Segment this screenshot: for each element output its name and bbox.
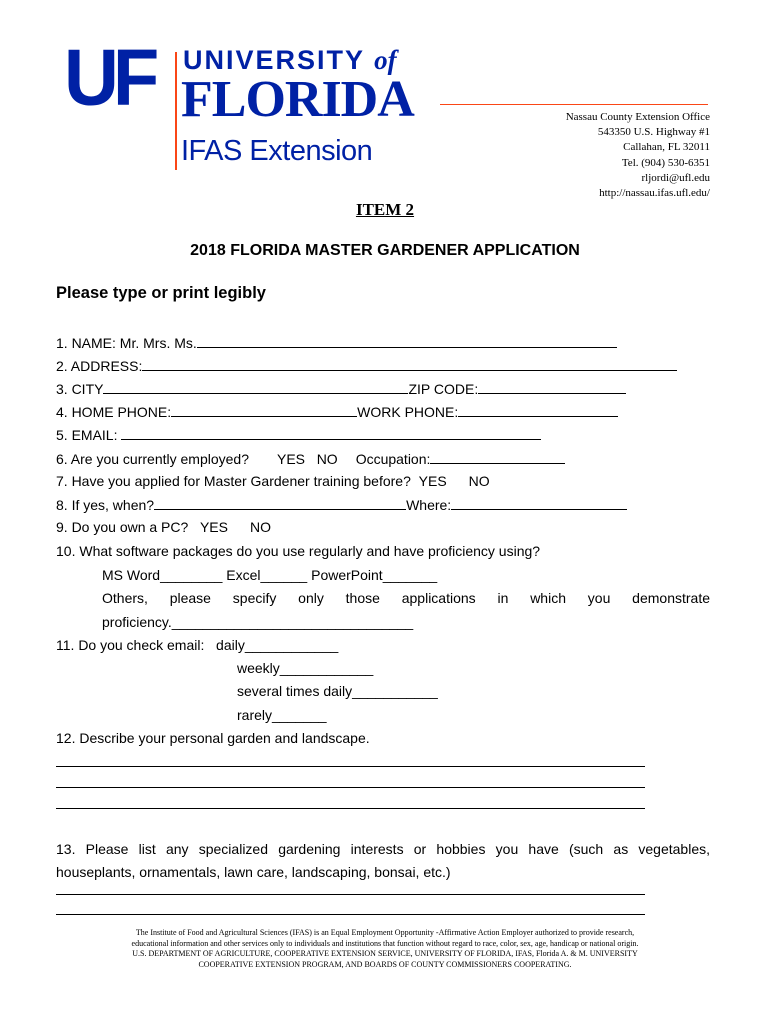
- q11-label: 11. Do you check email:: [56, 637, 205, 653]
- where-field[interactable]: [451, 495, 627, 510]
- q6-occupation-label: Occupation:: [355, 451, 431, 467]
- uf-logo-mark: UF: [64, 32, 154, 123]
- q7-yes[interactable]: YES: [418, 473, 447, 489]
- q6-yes[interactable]: YES: [277, 451, 306, 467]
- q4-home-label: 4. HOME PHONE:: [56, 404, 172, 420]
- office-name: Nassau County Extension Office: [565, 111, 710, 123]
- q9-no[interactable]: NO: [249, 519, 271, 535]
- logo-university-text: [183, 47, 397, 74]
- work-phone-field[interactable]: [458, 402, 618, 417]
- q9-yes[interactable]: YES: [199, 519, 228, 535]
- question-8: [56, 495, 627, 514]
- question-4: [56, 402, 618, 421]
- interests-answer-line-1[interactable]: [56, 894, 645, 895]
- office-email[interactable]: rljordi@ufl.edu: [641, 171, 710, 184]
- q10-software-line[interactable]: MS Word________ Excel______ PowerPoint_______: [102, 567, 438, 583]
- question-10: 10. What software packages do you use regularly and have proficiency using?: [56, 543, 541, 559]
- office-address-block: [566, 110, 710, 201]
- email-field[interactable]: [121, 425, 541, 440]
- q4-work-label: WORK PHONE:: [357, 404, 459, 420]
- garden-answer-line-3[interactable]: [56, 808, 645, 809]
- zip-field[interactable]: [478, 379, 626, 394]
- garden-answer-line-1[interactable]: [56, 766, 645, 767]
- footer-disclaimer: [90, 928, 680, 970]
- logo-university-word: UNIVERSITY: [183, 45, 365, 75]
- garden-answer-line-2[interactable]: [56, 787, 645, 788]
- office-city: Callahan, FL 32011: [623, 141, 710, 154]
- header-orange-rule: [440, 104, 708, 105]
- interests-answer-line-2[interactable]: [56, 914, 645, 915]
- q8-where-label: Where:: [406, 497, 452, 513]
- footer-line-1: The Institute of Food and Agricultural Sciences (IFAS) is an Equal Employment Opportunity -Affirmative Action Employer authorized to provide research,: [135, 928, 635, 937]
- logo-florida-text: FLORIDA: [181, 71, 414, 128]
- q5-label: 5. EMAIL:: [56, 427, 118, 443]
- q9-label: 9. Do you own a PC?: [56, 519, 189, 535]
- office-street: 543350 U.S. Highway #1: [597, 126, 710, 139]
- office-tel: Tel. (904) 530-6351: [621, 156, 710, 169]
- logo-ifas-text: IFAS Extension: [181, 135, 373, 167]
- q11-several[interactable]: several times daily___________: [237, 683, 438, 699]
- q11-rarely[interactable]: rarely_______: [237, 707, 327, 723]
- footer-line-2: educational information and other services only to individuals and institutions that function without regard to race, color, sex, age, handicap or national origin.: [131, 938, 639, 948]
- question-12: 12. Describe your personal garden and landscape.: [56, 730, 370, 746]
- q11-daily[interactable]: daily____________: [216, 637, 339, 653]
- city-field[interactable]: [103, 379, 408, 394]
- q1-label: 1. NAME: Mr. Mrs. Ms.: [56, 335, 197, 351]
- q10-proficiency-line[interactable]: proficiency._______________________________: [102, 614, 414, 630]
- logo-divider: [175, 52, 177, 170]
- question-6: [56, 449, 565, 468]
- item-heading: ITEM 2: [355, 200, 415, 219]
- question-3: [56, 379, 626, 398]
- home-phone-field[interactable]: [171, 402, 357, 417]
- office-web[interactable]: http://nassau.ifas.ufl.edu/: [599, 187, 710, 200]
- logo-of-word: of: [374, 45, 397, 75]
- q3-zip-label: ZIP CODE:: [408, 381, 479, 397]
- page-subtitle: Please type or print legibly: [56, 284, 266, 302]
- question-2: [56, 356, 677, 375]
- q6-label: 6. Are you currently employed?: [56, 451, 249, 467]
- page-title: 2018 FLORIDA MASTER GARDENER APPLICATION: [190, 242, 580, 259]
- q3-city-label: 3. CITY: [56, 381, 104, 397]
- q7-no[interactable]: NO: [468, 473, 490, 489]
- occupation-field[interactable]: [430, 449, 565, 464]
- q6-no[interactable]: NO: [316, 451, 338, 467]
- question-1: [56, 333, 617, 352]
- question-5: [56, 425, 541, 444]
- question-11: [56, 636, 338, 654]
- question-7: [56, 472, 490, 490]
- question-9: [56, 518, 271, 536]
- q11-weekly[interactable]: weekly____________: [237, 660, 374, 676]
- name-field[interactable]: [197, 333, 617, 348]
- question-13: 13. Please list any specialized gardening interests or hobbies you have (such as vegetables,: [56, 841, 710, 857]
- q8-when-label: 8. If yes, when?: [56, 497, 155, 513]
- footer-line-4: COOPERATIVE EXTENSION PROGRAM, AND BOARDS OF COUNTY COMMISSIONERS COOPERATING.: [198, 959, 572, 969]
- address-field[interactable]: [142, 356, 677, 371]
- question-13-cont: houseplants, ornamentals, lawn care, landscaping, bonsai, etc.): [56, 864, 451, 880]
- footer-line-3: U.S. DEPARTMENT OF AGRICULTURE, COOPERATIVE EXTENSION SERVICE, UNIVERSITY OF FLORIDA, IFAS, Florida A. & M. UNIVERSITY: [132, 949, 638, 958]
- when-field[interactable]: [154, 495, 406, 510]
- q7-label: 7. Have you applied for Master Gardener training before?: [56, 473, 411, 489]
- q10-others-line: Others, please specify only those applications in which you demonstrate: [102, 590, 710, 606]
- q2-label: 2. ADDRESS:: [56, 358, 143, 374]
